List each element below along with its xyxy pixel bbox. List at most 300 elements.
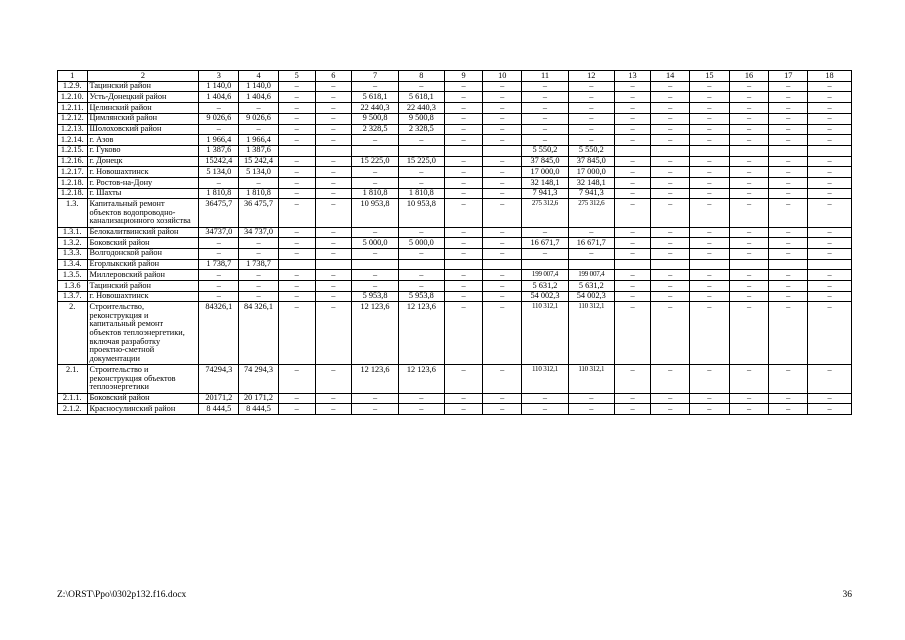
value-cell: 1 387,6 [199, 145, 239, 156]
value-cell: 110 312,1 [522, 365, 569, 393]
header-row [58, 71, 852, 82]
value-cell: 37 845,0 [522, 156, 569, 167]
column-header: 5 [278, 71, 315, 82]
value-cell: – [769, 302, 808, 365]
row-name: Шолоховский район [87, 124, 199, 135]
value-cell: – [808, 291, 852, 302]
value-cell: – [483, 92, 522, 103]
value-cell: 12 123,6 [352, 365, 399, 393]
value-cell: – [483, 188, 522, 199]
value-cell: 5 000,0 [398, 238, 444, 249]
value-cell: – [729, 238, 769, 249]
value-cell [278, 259, 315, 270]
value-cell: – [239, 248, 279, 259]
value-cell: – [651, 188, 690, 199]
value-cell: – [315, 178, 352, 189]
value-cell: – [278, 199, 315, 227]
column-header: 7 [352, 71, 399, 82]
value-cell: 9 026,6 [239, 113, 279, 124]
row-name: Боковский район [87, 393, 199, 404]
value-cell: – [278, 281, 315, 292]
value-cell: 1 966,4 [239, 135, 279, 146]
value-cell: – [199, 124, 239, 135]
value-cell: – [398, 404, 444, 415]
value-cell [808, 259, 852, 270]
value-cell: – [522, 248, 569, 259]
value-cell: 54 002,3 [568, 291, 614, 302]
value-cell: 34 737,0 [239, 227, 279, 238]
value-cell: – [398, 167, 444, 178]
value-cell [769, 259, 808, 270]
value-cell: – [568, 124, 614, 135]
value-cell: – [808, 167, 852, 178]
row-name: г. Шахты [87, 188, 199, 199]
value-cell: – [614, 135, 651, 146]
value-cell: – [568, 113, 614, 124]
value-cell: – [352, 81, 399, 92]
value-cell: – [651, 103, 690, 114]
value-cell: – [769, 135, 808, 146]
value-cell [398, 259, 444, 270]
value-cell: – [690, 113, 730, 124]
value-cell: – [522, 113, 569, 124]
value-cell: – [614, 281, 651, 292]
value-cell: – [729, 302, 769, 365]
value-cell: – [769, 113, 808, 124]
value-cell [444, 259, 483, 270]
value-cell: – [729, 135, 769, 146]
value-cell: 54 002,3 [522, 291, 569, 302]
column-header: 10 [483, 71, 522, 82]
value-cell: – [352, 178, 399, 189]
row-name: Строительство и реконструкция объектов теплоэнергетики [87, 365, 199, 393]
value-cell: – [651, 227, 690, 238]
row-name: г. Новошахтинск [87, 167, 199, 178]
row-name: Тацинский район [87, 81, 199, 92]
value-cell: 15 242,4 [239, 156, 279, 167]
value-cell: – [690, 156, 730, 167]
value-cell: 5 134,0 [239, 167, 279, 178]
value-cell: – [352, 248, 399, 259]
value-cell: – [278, 393, 315, 404]
value-cell: – [315, 103, 352, 114]
table-row [58, 365, 852, 393]
page-number: 36 [842, 590, 852, 600]
value-cell: 74294,3 [199, 365, 239, 393]
value-cell: – [398, 135, 444, 146]
value-cell: 20171,2 [199, 393, 239, 404]
value-cell: – [444, 188, 483, 199]
value-cell: – [729, 365, 769, 393]
value-cell [522, 259, 569, 270]
value-cell: – [769, 227, 808, 238]
value-cell: – [690, 291, 730, 302]
value-cell: – [352, 135, 399, 146]
value-cell: – [808, 81, 852, 92]
value-cell [729, 259, 769, 270]
row-number: 1.2.11. [58, 103, 88, 114]
value-cell: – [483, 81, 522, 92]
value-cell: – [729, 178, 769, 189]
value-cell: 2 328,5 [398, 124, 444, 135]
value-cell: – [614, 404, 651, 415]
row-number: 1.2.18. [58, 188, 88, 199]
value-cell: – [614, 113, 651, 124]
value-cell: 275 312,6 [568, 199, 614, 227]
row-name: Строительство, реконструкция и капитальный ремонт объектов теплоэнергетики, включая разработку проектно-сметной документации [87, 302, 199, 365]
value-cell: – [398, 393, 444, 404]
value-cell [315, 259, 352, 270]
value-cell: – [614, 178, 651, 189]
row-number: 1.2.16. [58, 156, 88, 167]
value-cell: – [614, 393, 651, 404]
value-cell: – [614, 227, 651, 238]
value-cell: 32 148,1 [568, 178, 614, 189]
value-cell: 15242,4 [199, 156, 239, 167]
value-cell: – [315, 404, 352, 415]
row-number: 2.1. [58, 365, 88, 393]
value-cell: – [278, 92, 315, 103]
value-cell: 12 123,6 [398, 302, 444, 365]
value-cell: – [651, 404, 690, 415]
value-cell: – [483, 365, 522, 393]
value-cell: 5 953,8 [352, 291, 399, 302]
value-cell: – [614, 270, 651, 281]
value-cell: 1 810,8 [352, 188, 399, 199]
value-cell: – [199, 291, 239, 302]
row-number: 2. [58, 302, 88, 365]
value-cell: 1 140,0 [199, 81, 239, 92]
value-cell: – [352, 393, 399, 404]
row-number: 1.3.4. [58, 259, 88, 270]
row-name: Боковский район [87, 238, 199, 249]
value-cell: – [315, 188, 352, 199]
value-cell: – [808, 248, 852, 259]
value-cell: – [315, 199, 352, 227]
row-number: 2.1.2. [58, 404, 88, 415]
value-cell: – [483, 135, 522, 146]
row-number: 1.3.1. [58, 227, 88, 238]
value-cell: – [278, 365, 315, 393]
value-cell: – [352, 227, 399, 238]
value-cell: – [239, 103, 279, 114]
value-cell: – [315, 135, 352, 146]
value-cell: 36 475,7 [239, 199, 279, 227]
value-cell: 110 312,1 [522, 302, 569, 365]
value-cell: – [239, 291, 279, 302]
row-number: 1.2.15. [58, 145, 88, 156]
value-cell: – [444, 248, 483, 259]
value-cell: – [444, 238, 483, 249]
value-cell: 8 444,5 [239, 404, 279, 415]
value-cell: – [690, 92, 730, 103]
value-cell: – [769, 81, 808, 92]
value-cell: – [315, 81, 352, 92]
value-cell: – [651, 124, 690, 135]
value-cell: – [808, 92, 852, 103]
value-cell: 10 953,8 [398, 199, 444, 227]
value-cell [614, 259, 651, 270]
value-cell: – [729, 124, 769, 135]
value-cell: – [352, 404, 399, 415]
value-cell: – [729, 393, 769, 404]
value-cell: 37 845,0 [568, 156, 614, 167]
value-cell: – [315, 393, 352, 404]
row-number: 1.3.2. [58, 238, 88, 249]
value-cell: 1 140,0 [239, 81, 279, 92]
value-cell: – [444, 156, 483, 167]
value-cell: – [483, 178, 522, 189]
value-cell [651, 259, 690, 270]
value-cell: – [614, 248, 651, 259]
value-cell [444, 145, 483, 156]
value-cell: 1 404,6 [239, 92, 279, 103]
value-cell: – [651, 302, 690, 365]
value-cell: – [808, 199, 852, 227]
value-cell: – [315, 227, 352, 238]
value-cell: 1 810,8 [239, 188, 279, 199]
value-cell: – [808, 156, 852, 167]
value-cell: – [522, 404, 569, 415]
value-cell: – [483, 156, 522, 167]
value-cell: 1 810,8 [398, 188, 444, 199]
value-cell: – [315, 291, 352, 302]
value-cell: – [690, 270, 730, 281]
table-row [58, 393, 852, 404]
value-cell: 22 440,3 [398, 103, 444, 114]
value-cell: – [522, 393, 569, 404]
row-name: г. Ростов-на-Дону [87, 178, 199, 189]
value-cell: – [315, 238, 352, 249]
column-header: 11 [522, 71, 569, 82]
value-cell: – [444, 404, 483, 415]
value-cell: – [614, 291, 651, 302]
value-cell: – [729, 156, 769, 167]
value-cell: – [444, 124, 483, 135]
value-cell: – [808, 124, 852, 135]
value-cell: – [769, 167, 808, 178]
value-cell: – [278, 227, 315, 238]
value-cell: 110 312,1 [568, 302, 614, 365]
value-cell: – [690, 302, 730, 365]
value-cell: – [278, 404, 315, 415]
value-cell: – [769, 365, 808, 393]
table-row [58, 291, 852, 302]
value-cell: – [651, 135, 690, 146]
value-cell: – [444, 227, 483, 238]
table-row [58, 156, 852, 167]
value-cell: 17 000,0 [568, 167, 614, 178]
value-cell: 15 225,0 [398, 156, 444, 167]
value-cell: – [808, 238, 852, 249]
value-cell: – [278, 302, 315, 365]
table-row [58, 145, 852, 156]
value-cell: – [444, 270, 483, 281]
value-cell: – [444, 178, 483, 189]
table-row [58, 302, 852, 365]
value-cell: – [568, 103, 614, 114]
value-cell: 5 550,2 [522, 145, 569, 156]
table-row [58, 103, 852, 114]
value-cell: – [651, 167, 690, 178]
table-row [58, 281, 852, 292]
value-cell: – [315, 156, 352, 167]
column-header: 6 [315, 71, 352, 82]
row-name: Волгодонской район [87, 248, 199, 259]
value-cell: – [651, 156, 690, 167]
value-cell: 1 810,8 [199, 188, 239, 199]
row-name: Красносулинский район [87, 404, 199, 415]
value-cell: 74 294,3 [239, 365, 279, 393]
value-cell [808, 145, 852, 156]
value-cell: – [690, 281, 730, 292]
value-cell: – [614, 81, 651, 92]
value-cell: – [690, 404, 730, 415]
column-header: 13 [614, 71, 651, 82]
value-cell: – [315, 248, 352, 259]
value-cell [352, 259, 399, 270]
value-cell [568, 259, 614, 270]
value-cell: – [651, 238, 690, 249]
value-cell: – [614, 365, 651, 393]
value-cell: – [729, 248, 769, 259]
value-cell: – [690, 365, 730, 393]
value-cell: – [769, 291, 808, 302]
value-cell: – [444, 291, 483, 302]
value-cell: 8 444,5 [199, 404, 239, 415]
value-cell: – [808, 135, 852, 146]
value-cell: – [239, 238, 279, 249]
row-number: 1.2.13. [58, 124, 88, 135]
table-row [58, 259, 852, 270]
column-header: 16 [729, 71, 769, 82]
value-cell: 5 631,2 [522, 281, 569, 292]
value-cell [690, 259, 730, 270]
value-cell: – [444, 365, 483, 393]
value-cell: 199 007,4 [522, 270, 569, 281]
value-cell: – [483, 270, 522, 281]
value-cell: – [690, 393, 730, 404]
value-cell: – [239, 270, 279, 281]
value-cell: – [398, 227, 444, 238]
row-name: Целинский район [87, 103, 199, 114]
value-cell: – [522, 92, 569, 103]
value-cell: – [239, 281, 279, 292]
value-cell: 22 440,3 [352, 103, 399, 114]
value-cell: – [483, 103, 522, 114]
value-cell: – [729, 270, 769, 281]
value-cell: – [483, 227, 522, 238]
value-cell: – [808, 270, 852, 281]
value-cell: – [444, 167, 483, 178]
value-cell: 275 312,6 [522, 199, 569, 227]
table-row [58, 188, 852, 199]
value-cell: – [444, 81, 483, 92]
value-cell: – [315, 113, 352, 124]
value-cell: 1 387,6 [239, 145, 279, 156]
row-number: 1.2.18. [58, 178, 88, 189]
value-cell: – [568, 393, 614, 404]
value-cell: – [690, 238, 730, 249]
value-cell: – [769, 270, 808, 281]
value-cell: – [315, 270, 352, 281]
value-cell: – [568, 248, 614, 259]
value-cell: – [315, 124, 352, 135]
table-row [58, 178, 852, 189]
value-cell: – [278, 81, 315, 92]
value-cell: – [808, 188, 852, 199]
value-cell: – [483, 291, 522, 302]
value-cell: – [808, 393, 852, 404]
value-cell: – [278, 103, 315, 114]
value-cell: 5 953,8 [398, 291, 444, 302]
value-cell: – [483, 248, 522, 259]
value-cell: – [614, 302, 651, 365]
value-cell: – [315, 281, 352, 292]
row-name: Капитальный ремонт объектов водопроводно-канализационного хозяйства [87, 199, 199, 227]
value-cell: – [769, 238, 808, 249]
row-number: 1.3.7. [58, 291, 88, 302]
value-cell: 34737,0 [199, 227, 239, 238]
column-header: 14 [651, 71, 690, 82]
column-header: 4 [239, 71, 279, 82]
value-cell [769, 145, 808, 156]
row-number: 1.2.9. [58, 81, 88, 92]
row-name: Белокалитвинский район [87, 227, 199, 238]
value-cell: – [278, 248, 315, 259]
value-cell [398, 145, 444, 156]
value-cell: – [651, 281, 690, 292]
column-header: 17 [769, 71, 808, 82]
table-row [58, 167, 852, 178]
value-cell: – [444, 302, 483, 365]
value-cell: – [729, 103, 769, 114]
value-cell [690, 145, 730, 156]
value-cell: – [651, 270, 690, 281]
value-cell: 5 000,0 [352, 238, 399, 249]
value-cell: – [690, 124, 730, 135]
value-cell: – [568, 81, 614, 92]
row-name: г. Новошахтинск [87, 291, 199, 302]
value-cell: – [651, 248, 690, 259]
budget-table [57, 70, 852, 415]
value-cell: – [729, 113, 769, 124]
row-name: г. Азов [87, 135, 199, 146]
value-cell: – [239, 178, 279, 189]
value-cell: – [808, 365, 852, 393]
value-cell: – [278, 124, 315, 135]
value-cell: – [808, 178, 852, 189]
value-cell: – [352, 270, 399, 281]
value-cell: – [522, 227, 569, 238]
value-cell: – [808, 113, 852, 124]
value-cell: – [278, 156, 315, 167]
value-cell: – [729, 227, 769, 238]
value-cell: – [769, 188, 808, 199]
value-cell: 20 171,2 [239, 393, 279, 404]
value-cell: – [568, 404, 614, 415]
value-cell: – [651, 291, 690, 302]
value-cell: – [614, 124, 651, 135]
table-row [58, 199, 852, 227]
value-cell: – [278, 238, 315, 249]
value-cell: – [729, 81, 769, 92]
value-cell: – [199, 238, 239, 249]
value-cell: – [278, 270, 315, 281]
value-cell: 7 941,3 [568, 188, 614, 199]
value-cell: 5 618,1 [398, 92, 444, 103]
value-cell: 5 618,1 [352, 92, 399, 103]
